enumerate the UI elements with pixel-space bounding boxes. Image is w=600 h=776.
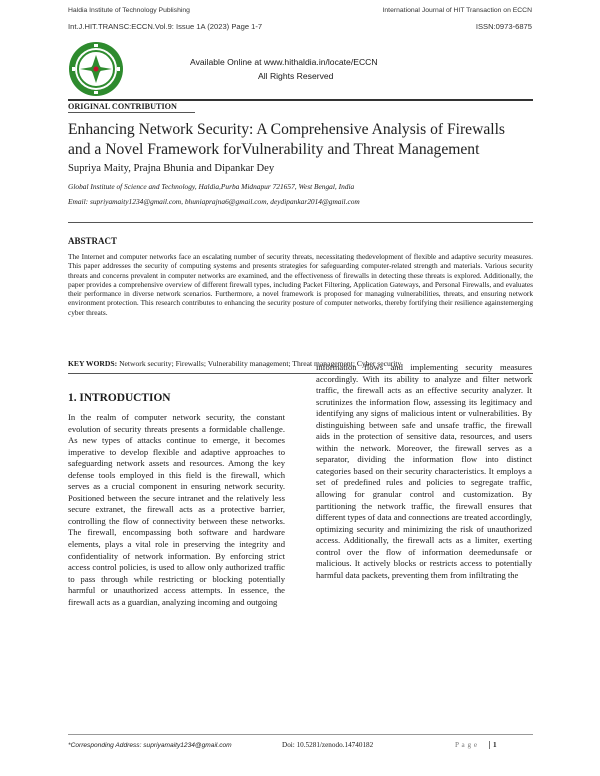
paper-title (68, 120, 538, 160)
institute-seal-icon (68, 41, 124, 97)
rights: All Rights Reserved (258, 71, 334, 81)
email-addresses: Email: supriyamaity1234@gmail.com, bhuniaprajna6@gmail.com, deydipankar2014@gmail.com (68, 197, 360, 206)
journal-name: International Journal of HIT Transaction on ECCN (382, 7, 532, 14)
keywords-list: Network security; Firewalls; Vulnerability management; Threat management; Cyber security (119, 359, 402, 368)
body-column-left: In the realm of computer network security, the constant evolution of security threats presents a formidable challenge. As new types of attacks continue to emerge, it becomes imperative to develop flexible and adaptive approaches to safeguarding network assets and resources. Among the key defense tools employed in this field is the firewall, which serves as a crucial component in ensuring network security. Positioned between the secure intranet and the relatively less secure extranet, the firewall acts as a protective barrier, controlling the flow of connectivity between these networks. The firewall, encompassing both software and hardware elements, plays a vital role in preserving the integrity and confidentiality of network information. By enforcing strict access control policies, is used to allow only authorized traffic to pass through while restricting or blocking potentially harmful or unauthorized access attempts. In essence, the firewall acts as a guardian, analyzing incoming and outgoing (68, 412, 285, 607)
section-heading-introduction: 1. INTRODUCTION (68, 392, 171, 404)
citation: Int.J.HIT.TRANSC:ECCN.Vol.9: Issue 1A (2023) Page 1-7 (68, 22, 263, 31)
issn: ISSN:0973-6875 (475, 22, 532, 31)
abstract-text: The Internet and computer networks face an escalating number of security threats, necessitating thedevelopment of flexible and adaptive security measures. This paper addresses the security of computing systems and presents strategies for safeguarding computer-related strength and materials. Various security threats and concerns prevalent in computer networks are examined, and the effectiveness of firewalls in detecting these threats is explored. Additionally, the paper provides a comprehensive overview of different firewall types, including Packet Filtering, Application Gateways, and Personal Firewalls, and evaluates their performance in diverse network scenarios. Furthermore, a novel framework is proposed for managing vulnerabilities, threats, and ensuring network environment protection. This research contributes to enhancing the security posture of computer networks, thereby fortifying their resilience againstemerging cyber threats. (68, 252, 533, 317)
authors: Supriya Maity, Prajna Bhunia and Dipankar Dey (68, 163, 275, 174)
page-number: 1 (489, 741, 497, 749)
abstract-heading: ABSTRACT (68, 236, 118, 246)
corresponding-address: *Corresponding Address: supriyamaity1234@gmail.com (68, 742, 232, 749)
page-label: P a g e (455, 741, 478, 749)
doi: Doi: 10.5281/zenodo.14740182 (282, 741, 374, 749)
title-line-2: and a Novel Framework forVulnerability and Threat Management (68, 141, 480, 158)
affiliation: Global Institute of Science and Technology, Haldia,Purba Midnapur 721657, West Bengal, India (68, 182, 355, 191)
title-line-1: Enhancing Network Security: A Comprehensive Analysis of Firewalls (68, 121, 505, 138)
keywords-label: KEY WORDS: (68, 359, 118, 368)
publisher-name: Haldia Institute of Technology Publishing (68, 7, 190, 14)
body-column-right: information flows and implementing security measures accordingly. With its ability to analyze and filter network traffic, the firewall acts as an effective security analyzer. It scrutinizes the information flow, assessing its legitimacy and identifying any signs of malicious intent or vulnerabilities. By distinguishing between safe and unsafe traffic, the firewall aids in the protection of sensitive data, resources, and users within the network. Moreover, the firewall serves as a separator, dividing the information flow into distinct categories based on their security characteristics. It employs a set of predefined rules and policies to segregate traffic, allowing for granular control and customization. By partitioning the network traffic, the firewall ensures that different types of data and connections are treated accordingly, optimizing security and minimizing the risk of unauthorized access. Additionally, the firewall acts as a limiter, exerting control over the flow of information deemedunsafe or malicious. It actively blocks or restricts access to potentially harmful data packets, preventing them from infiltrating the (316, 362, 532, 580)
section-label: ORIGINAL CONTRIBUTION (68, 102, 177, 111)
available-online: Available Online at www.hithaldia.in/locate/ECCN (190, 57, 378, 67)
